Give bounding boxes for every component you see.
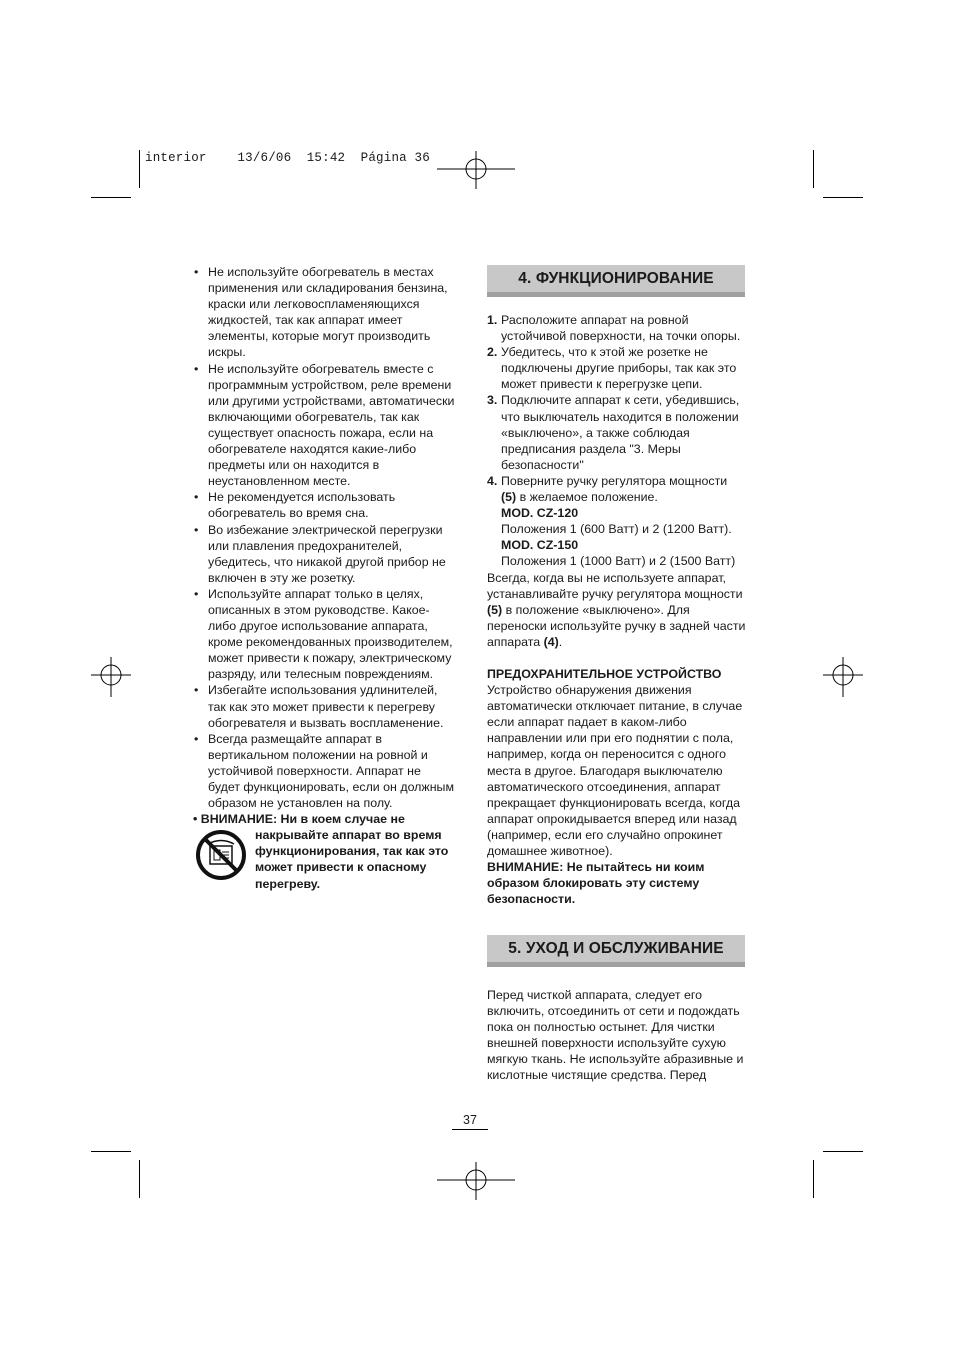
step-text: Убедитесь, что к этой же розетке не подключены другие приборы, так как это может привести к перегрузке цепи. bbox=[501, 345, 737, 392]
list-item: • Всегда размещайте аппарат в вертикальном положении на ровной и устойчивой поверхности. Аппарат не будет функционировать, если он должным образом не установлен на полу. bbox=[193, 731, 455, 811]
list-item bbox=[487, 344, 749, 392]
power-positions: Положения 1 (600 Ватт) и 2 (1200 Ватт). bbox=[501, 522, 732, 537]
warning-text: накрывайте аппарат во время функционирования, так как это может привести к опасному перегреву. bbox=[255, 828, 449, 891]
step-number: 4. bbox=[487, 473, 498, 488]
part-reference: (5) bbox=[487, 602, 503, 617]
crop-mark bbox=[823, 1151, 863, 1152]
list-item: • Не используйте обогреватель вместе с программным устройством, реле времени или другими устройствами, автоматически включающими обогреватель, так как существует опасность пожара, если на обогревателе находятся какие-либо предметы или он находится в неустановленном месте. bbox=[193, 361, 455, 490]
model-label: MOD. CZ-150 bbox=[501, 538, 579, 553]
crop-mark bbox=[91, 197, 131, 198]
section-5-banner bbox=[487, 935, 745, 967]
paragraph-text: . bbox=[558, 634, 563, 649]
model-label: MOD. CZ-120 bbox=[501, 506, 579, 521]
care-section bbox=[487, 987, 749, 1084]
section-4-banner bbox=[487, 265, 745, 297]
storage-paragraph bbox=[487, 570, 749, 650]
crop-mark bbox=[91, 1151, 131, 1152]
part-reference: (4) bbox=[543, 634, 559, 649]
crop-mark bbox=[823, 197, 863, 198]
left-column bbox=[193, 264, 455, 892]
registration-mark-icon bbox=[91, 657, 131, 697]
list-item: • Используйте аппарат только в целях, описанных в этом руководстве. Какое-либо другое использование аппарата, кроме рекомендованных производителем, может привести к пожару, электрическому разряду, или телесным повреждениям. bbox=[193, 586, 455, 683]
do-not-cover-icon bbox=[195, 829, 247, 881]
list-item: • Не используйте обогреватель в местах применения или складирования бензина, краски или легковоспламеняющихся жидкостей, так как аппарат имеет элементы, которые могут производить искры. bbox=[193, 264, 455, 361]
crop-mark bbox=[139, 1160, 140, 1198]
operation-section bbox=[487, 312, 749, 907]
step-text: в желаемое положение. bbox=[516, 490, 658, 505]
step-text: Расположите аппарат на ровной устойчивой поверхности, на точки опоры. bbox=[501, 313, 741, 344]
step-text: Поверните ручку регулятора мощности bbox=[501, 473, 728, 488]
safety-device-heading: ПРЕДОХРАНИТЕЛЬНОЕ УСТРОЙСТВО bbox=[487, 666, 722, 681]
step-number: 3. bbox=[487, 393, 498, 408]
list-item: • Избегайте использования удлинителей, так как это может привести к перегреву обогревателя и вызвать воспламенение. bbox=[193, 682, 455, 730]
list-item: • Не рекомендуется использовать обогреватель во время сна. bbox=[193, 489, 455, 521]
crop-mark bbox=[813, 1160, 814, 1198]
care-text: Перед чисткой аппарата, следует его включить, отсоединить от сети и подождать пока он полностью остынет. Для чистки внешней поверхности используйте сухую мягкую ткань. Не используйте абразивные и кислотные чистящие средства. Перед bbox=[487, 988, 744, 1083]
page-number: 37 bbox=[463, 1113, 477, 1127]
list-item bbox=[487, 392, 749, 472]
step-text: Подключите аппарат к сети, убедившись, что выключатель находится в положении «выключено», а также соблюдая предписания раздела "3. Меры безопасности" bbox=[501, 393, 740, 472]
part-reference: (5) bbox=[501, 490, 517, 505]
warning-heading: • ВНИМАНИЕ: Ни в коем случае не bbox=[193, 812, 405, 827]
paragraph-text: в положение «выключено». Для переноски используйте ручку в задней части аппарата bbox=[487, 602, 746, 649]
safety-device-text: Устройство обнаружения движения автоматически отключает питание, в случае если аппарат падает в каком-либо направлении или при его поднятии с пола, например, когда он переносится с одного места в другое. Благодаря выключателю автоматического отсоединения, аппарат прекращает функционировать всегда, когда аппарат опрокидывается вперед или назад (например, если его случайно опрокинет домашнее животное). bbox=[487, 683, 743, 858]
step-number: 1. bbox=[487, 313, 498, 327]
section-title: 4. ФУНКЦИОНИРОВАНИЕ bbox=[518, 270, 714, 287]
safety-device-warning: ВНИМАНИЕ: Не пытайтесь ни коим образом блокировать эту систему безопасности. bbox=[487, 860, 705, 907]
safety-bullet-list bbox=[193, 264, 455, 811]
print-slug: interior 13/6/06 15:42 Página 36 bbox=[145, 151, 430, 165]
page-number-rule bbox=[452, 1129, 488, 1130]
list-item bbox=[487, 312, 749, 344]
list-item: • Во избежание электрической перегрузки или плавления предохранителей, убедитесь, что никакой другой прибор не включен в эту же розетку. bbox=[193, 522, 455, 586]
power-positions: Положения 1 (1000 Ватт) и 2 (1500 Ватт) bbox=[501, 554, 736, 569]
registration-mark-icon bbox=[437, 151, 515, 189]
crop-mark bbox=[139, 150, 140, 188]
section-title: 5. УХОД И ОБСЛУЖИВАНИЕ bbox=[508, 940, 724, 957]
warning-body bbox=[193, 827, 455, 891]
registration-mark-icon bbox=[437, 1162, 515, 1200]
cover-warning bbox=[193, 811, 455, 891]
list-item bbox=[487, 473, 749, 570]
step-number: 2. bbox=[487, 345, 498, 360]
registration-mark-icon bbox=[823, 657, 863, 697]
paragraph-text: Всегда, когда вы не используете аппарат, устанавливайте ручку регулятора мощности bbox=[487, 570, 743, 601]
operation-steps bbox=[487, 312, 749, 570]
crop-mark bbox=[813, 150, 814, 188]
